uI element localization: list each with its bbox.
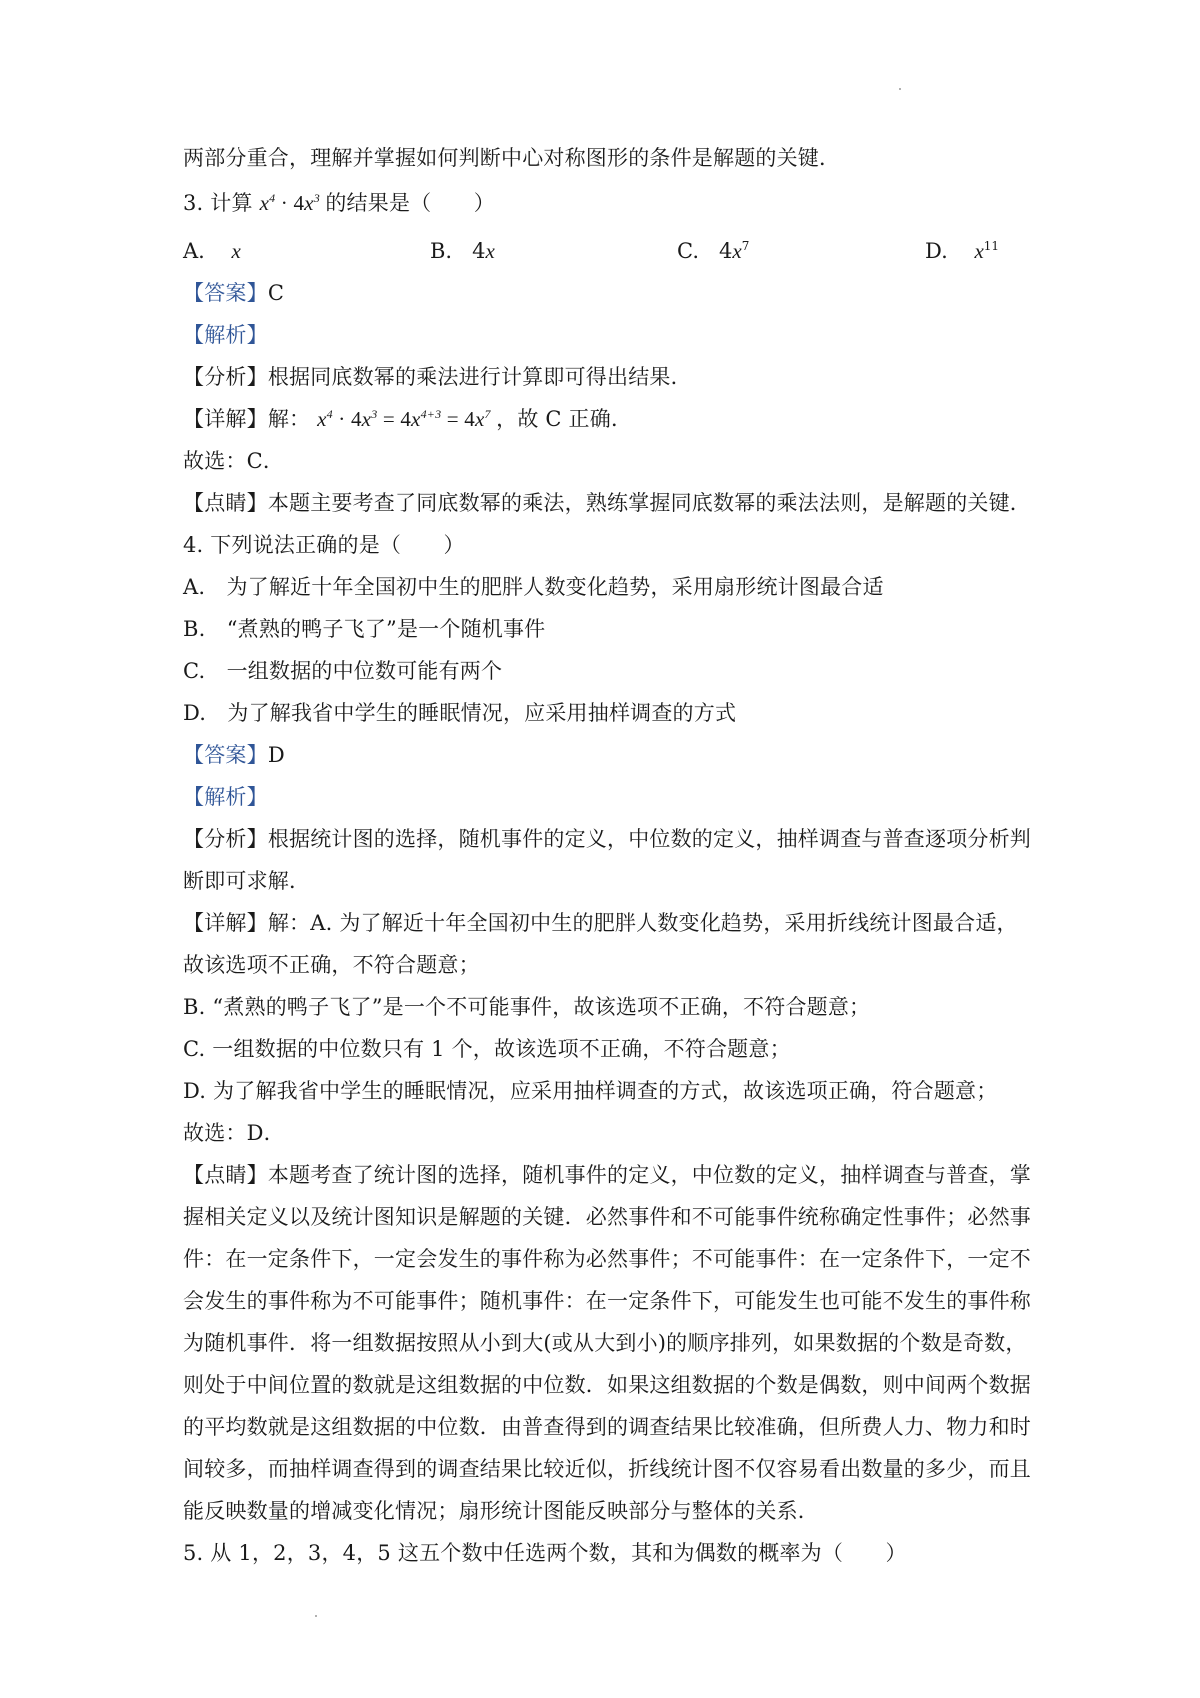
detail-suffix: ，故 C 正确． <box>496 407 633 431</box>
comment-4-line6: 则处于中间位置的数就是这组数据的中位数．如果这组数据的个数是偶数，则中间两个数据 <box>183 1373 1031 1397</box>
comment-text: 本题考查了统计图的选择，随机事件的定义，中位数的定义，抽样调查与普查，掌 <box>267 1163 1032 1187</box>
analysis-tag: 【解析】 <box>183 323 268 347</box>
answer-3 <box>183 278 1043 308</box>
answer-4 <box>183 740 1043 770</box>
comment-4-line7: 的平均数就是这组数据的中位数．由普查得到的调查结果比较准确，但所费人力、物力和时 <box>183 1415 1031 1439</box>
question-3-prefix: 3. 计算 <box>183 191 253 215</box>
option-b: B. 4x <box>430 239 495 263</box>
analysis-text: 根据同底数幂的乘法进行计算即可得出结果． <box>267 365 692 389</box>
comment-4 <box>183 1160 1043 1190</box>
comment-3 <box>183 488 1043 518</box>
option-c: C. $4x^7$ <box>677 239 750 263</box>
detail-label: 【详解】 <box>183 407 268 431</box>
analysis-label: 【分析】 <box>183 365 268 389</box>
answer-tag: 【答案】 <box>183 281 268 305</box>
detail-4-line5: D. 为了解我省中学生的睡眠情况，应采用抽样调查的方式，故该选项正确，符合题意； <box>183 1079 998 1103</box>
detail-label: 【详解】 <box>183 911 268 935</box>
comment-4-line4: 会发生的事件称为不可能事件；随机事件：在一定条件下，可能发生也可能不发生的事件称 <box>183 1289 1031 1313</box>
comment-label: 【点睛】 <box>183 491 268 515</box>
detail-3 <box>183 404 1043 434</box>
comment-4-line5: 为随机事件．将一组数据按照从小到大(或从大到小)的顺序排列，如果数据的个数是奇数， <box>183 1331 1027 1355</box>
analysis-tag: 【解析】 <box>183 785 268 809</box>
scan-dot-top <box>899 88 901 90</box>
analysis-3 <box>183 362 1043 392</box>
comment-text: 本题主要考查了同底数幂的乘法，熟练掌握同底数幂的乘法法则，是解题的关键． <box>267 491 1032 515</box>
answer-tag: 【答案】 <box>183 743 268 767</box>
comment-4-line9: 能反映数量的增减变化情况；扇形统计图能反映部分与整体的关系． <box>183 1499 819 1523</box>
question-3 <box>183 188 1043 218</box>
comment-4-line3: 件：在一定条件下，一定会发生的事件称为必然事件；不可能事件：在一定条件下，一定不 <box>183 1247 1031 1271</box>
analysis-4-cont: 断即可求解． <box>183 869 311 893</box>
detail-4-line4: C. 一组数据的中位数只有 1 个，故该选项不正确，不符合题意； <box>183 1037 791 1061</box>
option-4d: D. 为了解我省中学生的睡眠情况，应采用抽样调查的方式 <box>183 701 737 725</box>
text-line: 两部分重合，理解并掌握如何判断中心对称图形的条件是解题的关键． <box>183 146 841 170</box>
analysis-label: 【分析】 <box>183 827 268 851</box>
comment-label: 【点睛】 <box>183 1163 268 1187</box>
analysis-text: 根据统计图的选择，随机事件的定义，中位数的定义，抽样调查与普查逐项分析判 <box>267 827 1032 851</box>
option-4c: C. 一组数据的中位数可能有两个 <box>183 659 503 683</box>
option-d: D. $x^{11}$ <box>925 239 1000 263</box>
answer-value: C <box>267 281 285 305</box>
choice-4: 故选：D． <box>183 1121 285 1145</box>
comment-4-line8: 间较多，而抽样调查得到的调查结果比较近似，折线统计图不仅容易看出数量的多少，而且 <box>183 1457 1031 1481</box>
analysis-4 <box>183 824 1043 854</box>
scan-dot-bottom <box>315 1615 317 1617</box>
detail-4 <box>183 908 1043 938</box>
detail-4-line3: B. “煮熟的鸭子飞了”是一个不可能事件，故该选项不正确，不符合题意； <box>183 995 871 1019</box>
detail-text: 解：A. 为了解近十年全国初中生的肥胖人数变化趋势，采用折线统计图最合适， <box>267 911 1018 935</box>
question-3-suffix: 的结果是（ ） <box>325 191 495 215</box>
detail-math: $x^4 \cdot 4x^3 = 4x^{4+3} = 4x^7$ <box>317 407 491 431</box>
detail-4-line2: 故该选项不正确，不符合题意； <box>183 953 480 977</box>
question-5: 5. 从 1，2，3，4，5 这五个数中任选两个数，其和为偶数的概率为（ ） <box>183 1541 907 1565</box>
option-4b: B. “煮熟的鸭子飞了”是一个随机事件 <box>183 617 546 641</box>
comment-4-line2: 握相关定义以及统计图知识是解题的关键．必然事件和不可能事件统称确定性事件；必然事 <box>183 1205 1031 1229</box>
choice-3: 故选：C． <box>183 449 285 473</box>
question-4: 4. 下列说法正确的是（ ） <box>183 533 465 557</box>
answer-value: D <box>267 743 285 767</box>
option-a: A. x <box>183 239 241 263</box>
detail-prefix: 解： <box>267 407 311 431</box>
option-4a: A. 为了解近十年全国初中生的肥胖人数变化趋势，采用扇形统计图最合适 <box>183 575 884 599</box>
math-expression: $x^4 \cdot 4x^3$ <box>259 191 320 215</box>
